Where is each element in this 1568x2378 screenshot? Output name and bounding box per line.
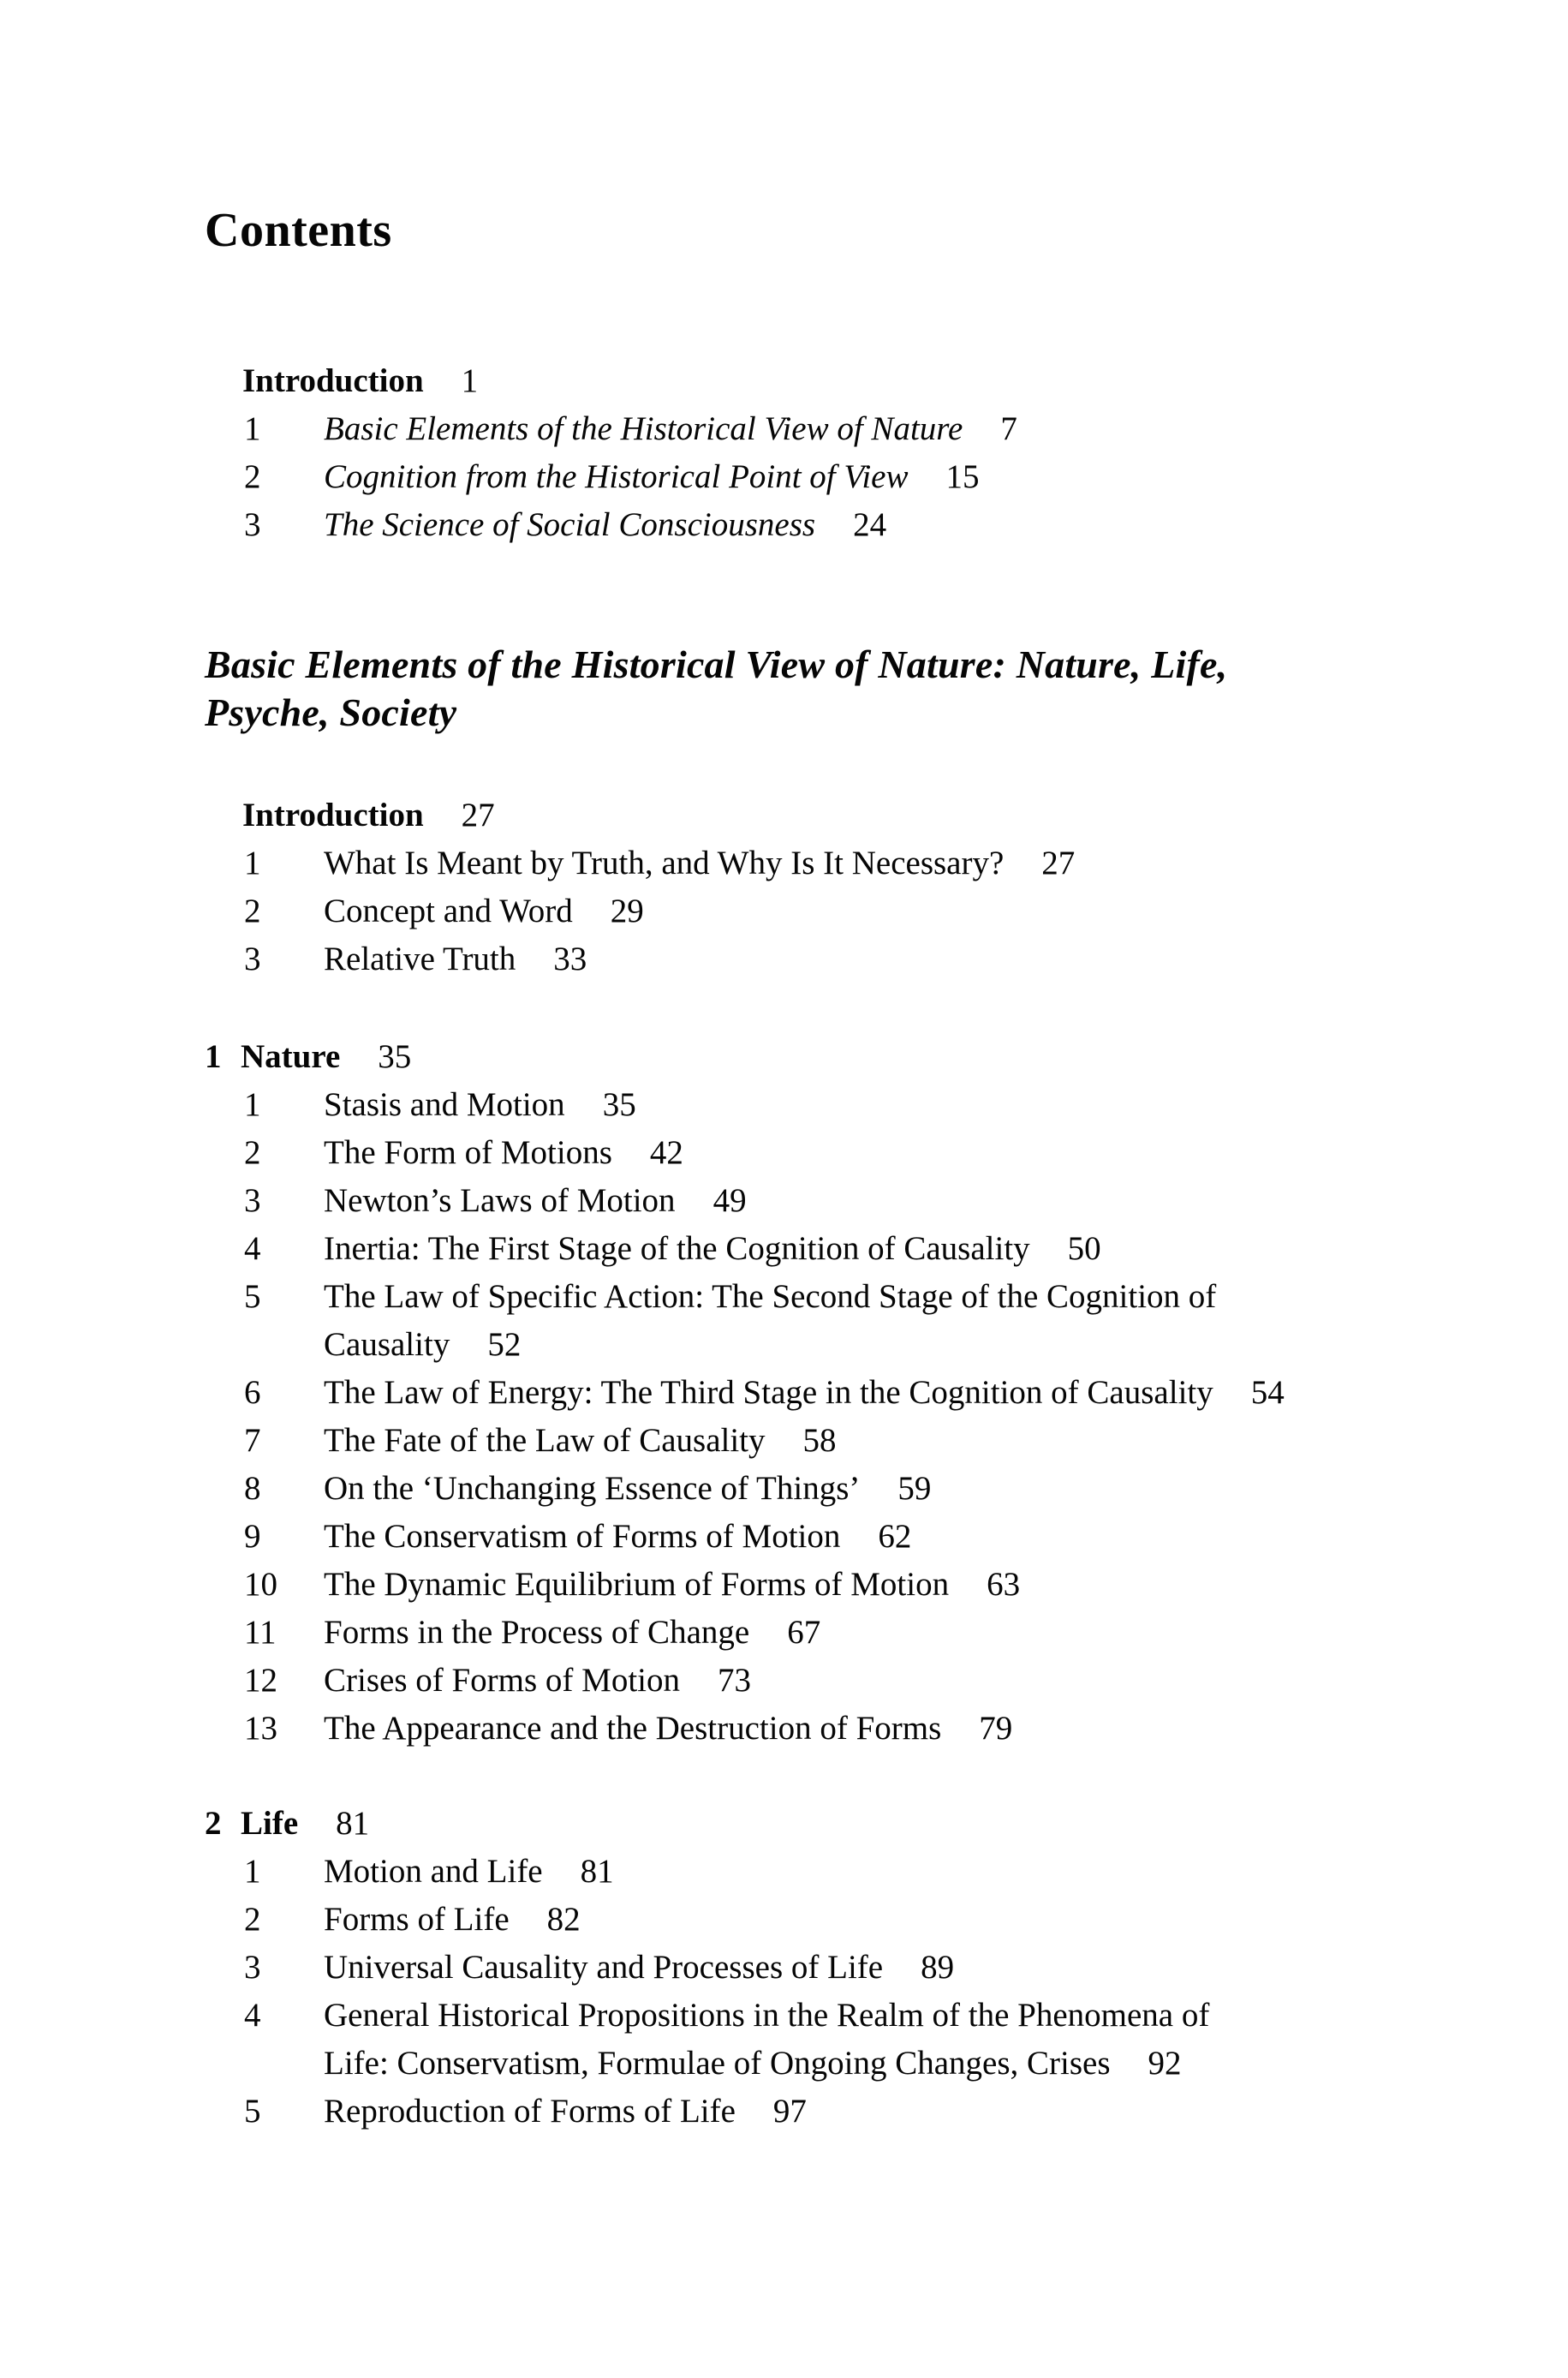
page-title: Contents [205, 204, 392, 257]
toc-item [244, 839, 1534, 887]
section-intro-row [242, 792, 1534, 839]
toc-item [244, 453, 1534, 501]
toc-item-title: Cognition from the Historical Point of View [324, 458, 909, 495]
toc-item-number: 4 [244, 1230, 261, 1267]
toc-item-text [324, 1465, 931, 1513]
toc-item [244, 1896, 1534, 1944]
toc-item-title: What Is Meant by Truth, and Why Is It Necessary? [324, 845, 1005, 881]
toc-item-number: 4 [244, 1997, 261, 2034]
toc-item-title: The Fate of the Law of Causality [324, 1422, 766, 1459]
page-number: 52 [487, 1326, 522, 1363]
chapter-title: Nature [241, 1038, 341, 1075]
toc-item-title: The Science of Social Consciousness [324, 506, 816, 543]
toc-item [244, 1992, 1534, 2088]
toc-item-text [324, 1369, 1285, 1417]
page-number: 50 [1067, 1230, 1101, 1267]
toc-item [244, 405, 1534, 453]
toc-item-text [324, 1992, 1209, 2088]
section-intro-label: Introduction [242, 797, 424, 833]
chapter-title: Life [241, 1805, 299, 1842]
page-number: 29 [610, 893, 644, 929]
page-number: 7 [1000, 410, 1017, 447]
toc-item [244, 1609, 1534, 1657]
toc-item-number: 3 [244, 1182, 261, 1219]
toc-item-number: 5 [244, 1278, 261, 1315]
toc-item-number: 3 [244, 941, 261, 977]
toc-item-title: Newton’s Laws of Motion [324, 1182, 676, 1219]
toc-item-text [324, 1896, 581, 1944]
toc-item-text [324, 1273, 1216, 1369]
page-number: 82 [546, 1901, 581, 1938]
toc-item-title: Crises of Forms of Motion [324, 1662, 681, 1699]
toc-item [244, 501, 1534, 549]
toc-item-number: 13 [244, 1710, 277, 1747]
toc-item-text [324, 1513, 911, 1561]
toc-item-text [324, 405, 1017, 453]
toc-item [244, 1369, 1534, 1417]
chapter-number: 1 [205, 1038, 222, 1075]
chapter-number: 2 [205, 1805, 222, 1842]
page-number: 35 [378, 1038, 412, 1075]
toc-item [244, 1848, 1534, 1896]
page-number: 42 [649, 1134, 683, 1171]
toc-item [244, 1657, 1534, 1705]
chapter-heading-row [205, 1033, 1534, 1081]
toc-item-number: 1 [244, 845, 261, 881]
toc-item-title-continued: Life: Conservatism, Formulae of Ongoing Changes, Crises [324, 2045, 1111, 2082]
toc-item-number: 2 [244, 893, 261, 929]
toc-item-title: The Appearance and the Destruction of Forms [324, 1710, 942, 1747]
toc-item-title-continued: Causality [324, 1326, 450, 1363]
part-heading-line2: Psyche, Society [205, 690, 457, 734]
toc-item-number: 9 [244, 1518, 261, 1555]
toc-item-title: The Law of Specific Action: The Second Stage of the Cognition of [324, 1278, 1217, 1315]
toc-item-text [324, 501, 886, 549]
toc-item-text [324, 453, 979, 501]
page-number: 27 [461, 797, 495, 833]
toc-item-number: 8 [244, 1470, 261, 1507]
toc-item-title: Forms in the Process of Change [324, 1614, 750, 1651]
toc-item [244, 935, 1534, 983]
toc-item-title: Concept and Word [324, 893, 573, 929]
toc-item-title: The Dynamic Equilibrium of Forms of Motion [324, 1566, 950, 1603]
toc-item-text [324, 1705, 1012, 1753]
toc-item-number: 1 [244, 1853, 261, 1890]
toc-item-number: 2 [244, 458, 261, 495]
toc-item-text [324, 1657, 751, 1705]
page-number: 1 [461, 362, 479, 399]
page-number: 35 [602, 1086, 636, 1123]
page-number: 24 [853, 506, 887, 543]
part-heading [205, 641, 1534, 737]
toc-item-number: 10 [244, 1566, 277, 1603]
front-item-list [205, 405, 1534, 549]
toc-item-title: Universal Causality and Processes of Life [324, 1949, 884, 1986]
toc-item [244, 1081, 1534, 1129]
toc-item-title: The Law of Energy: The Third Stage in the Cognition of Causality [324, 1374, 1213, 1411]
toc-item-title: Stasis and Motion [324, 1086, 565, 1123]
page-number: 89 [921, 1949, 955, 1986]
toc-item-text [324, 1417, 837, 1465]
toc-item-title: Inertia: The First Stage of the Cognition of Causality [324, 1230, 1030, 1267]
section-intro-item-list [205, 839, 1534, 983]
toc-item [244, 1705, 1534, 1753]
page-number: 58 [802, 1422, 837, 1459]
toc-item-title: Basic Elements of the Historical View of Nature [324, 410, 963, 447]
page-number: 81 [336, 1805, 370, 1842]
toc-item-number: 1 [244, 1086, 261, 1123]
toc-item [244, 1129, 1534, 1177]
toc-item-text [324, 1177, 747, 1225]
toc-item [244, 2088, 1534, 2136]
page-number: 79 [979, 1710, 1013, 1747]
toc-item-number: 2 [244, 1901, 261, 1938]
toc-item-text [324, 2088, 807, 2136]
toc-item-title: Motion and Life [324, 1853, 543, 1890]
toc-item-number: 1 [244, 410, 261, 447]
toc-item [244, 1273, 1534, 1369]
page-number: 59 [897, 1470, 932, 1507]
page-number: 63 [987, 1566, 1021, 1603]
toc-item-text [324, 1129, 683, 1177]
toc-item-title: Reproduction of Forms of Life [324, 2093, 736, 2130]
toc-item-number: 11 [244, 1614, 277, 1651]
chapter-life-block [205, 1800, 1534, 2136]
chapter-nature-item-list [205, 1081, 1534, 1753]
chapter-nature-block [205, 1033, 1534, 1753]
toc-item-text [324, 839, 1075, 887]
toc-item-number: 3 [244, 506, 261, 543]
toc-item-number: 2 [244, 1134, 261, 1171]
toc-item-text [324, 1081, 636, 1129]
toc-item-title: The Form of Motions [324, 1134, 612, 1171]
toc-item-text [324, 1944, 954, 1992]
page-number: 73 [718, 1662, 752, 1699]
front-intro-row [242, 357, 1534, 405]
toc-item-number: 5 [244, 2093, 261, 2130]
toc-item-title: Relative Truth [324, 941, 516, 977]
section-introduction-block [205, 792, 1534, 983]
toc-item-text [324, 1225, 1101, 1273]
page-number: 54 [1250, 1374, 1285, 1411]
toc-item-number: 12 [244, 1662, 277, 1699]
toc-item [244, 1177, 1534, 1225]
toc-item-text [324, 1848, 614, 1896]
toc-item-title: On the ‘Unchanging Essence of Things’ [324, 1470, 861, 1507]
page-number: 92 [1148, 2045, 1182, 2082]
toc-item [244, 1561, 1534, 1609]
toc-item [244, 1225, 1534, 1273]
toc-item [244, 1465, 1534, 1513]
page-number: 81 [580, 1853, 614, 1890]
page-number: 67 [787, 1614, 821, 1651]
toc-item-text [324, 887, 644, 935]
front-intro-label: Introduction [242, 362, 424, 399]
toc-item-number: 6 [244, 1374, 261, 1411]
toc-item [244, 1944, 1534, 1992]
chapter-heading-row [205, 1800, 1534, 1848]
page-number: 97 [772, 2093, 807, 2130]
chapter-life-item-list [205, 1848, 1534, 2136]
toc-item-number: 3 [244, 1949, 261, 1986]
part-heading-line1: Basic Elements of the Historical View of Nature: Nature, Life, [205, 642, 1228, 686]
page-number: 27 [1041, 845, 1076, 881]
toc-item-title: The Conservatism of Forms of Motion [324, 1518, 841, 1555]
front-matter-block [205, 357, 1534, 549]
toc-item-text [324, 935, 587, 983]
page-number: 49 [712, 1182, 747, 1219]
toc-item-text [324, 1609, 820, 1657]
toc-item-title: Forms of Life [324, 1901, 510, 1938]
page-number: 15 [945, 458, 980, 495]
toc-item-number: 7 [244, 1422, 261, 1459]
toc-item-text [324, 1561, 1020, 1609]
toc-item [244, 1513, 1534, 1561]
toc-item [244, 887, 1534, 935]
toc-item-title: General Historical Propositions in the Realm of the Phenomena of [324, 1997, 1210, 2034]
page-number: 33 [553, 941, 587, 977]
toc-item [244, 1417, 1534, 1465]
page-number: 62 [878, 1518, 912, 1555]
